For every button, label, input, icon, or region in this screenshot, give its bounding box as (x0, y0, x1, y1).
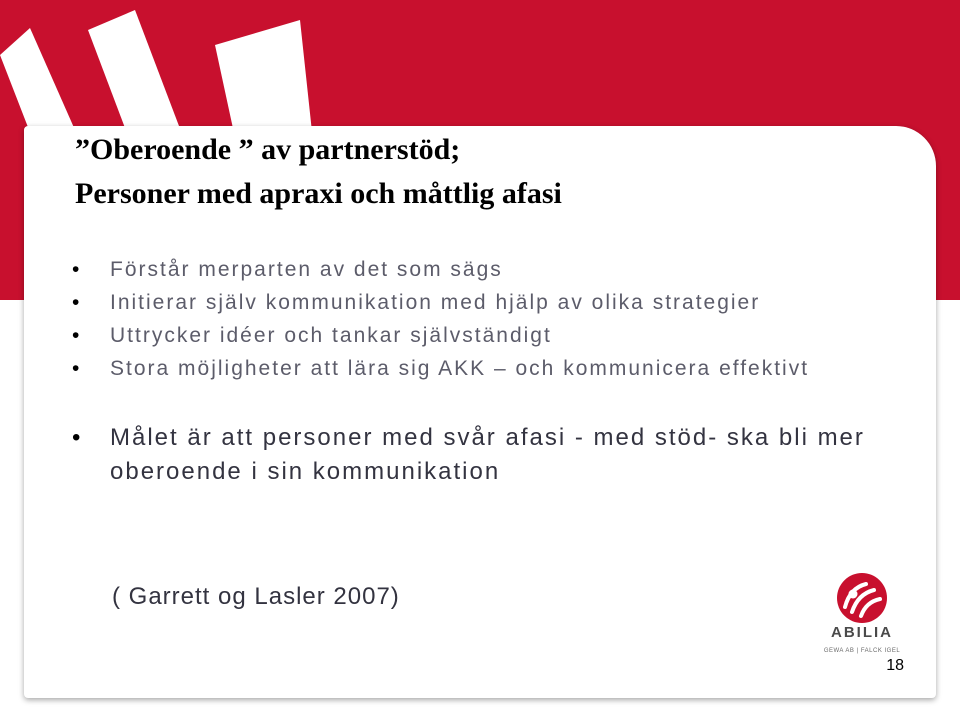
abilia-logo-icon (836, 572, 888, 624)
bullet-item: • Stora möjligheter att lära sig AKK – och kommunicera effektivt (70, 352, 870, 385)
title-line-1: ”Oberoende ” av partnerstöd; (75, 133, 461, 166)
bullet-item: • Initierar själv kommunikation med hjälp av olika strategier (70, 286, 870, 319)
slide-title (75, 128, 562, 216)
bullet-list (70, 253, 870, 489)
bullet-item: • Förstår merparten av det som sägs (70, 253, 870, 286)
title-line-2: Personer med apraxi och måttlig afasi (75, 177, 562, 210)
logo-subtitle: GEWA AB | FALCK IGEL (823, 648, 901, 654)
bullet-item: • Uttrycker idéer och tankar självständigt (70, 319, 870, 352)
page-number: 18 (886, 657, 904, 674)
abilia-logo (812, 572, 912, 662)
logo-wordmark: ABILIA (831, 624, 893, 641)
citation: ( Garrett og Lasler 2007) (112, 583, 400, 610)
bullet-item-goal: • Målet är att personer med svår afasi - med stöd- ska bli mer oberoende i sin kommunikation (70, 421, 870, 489)
